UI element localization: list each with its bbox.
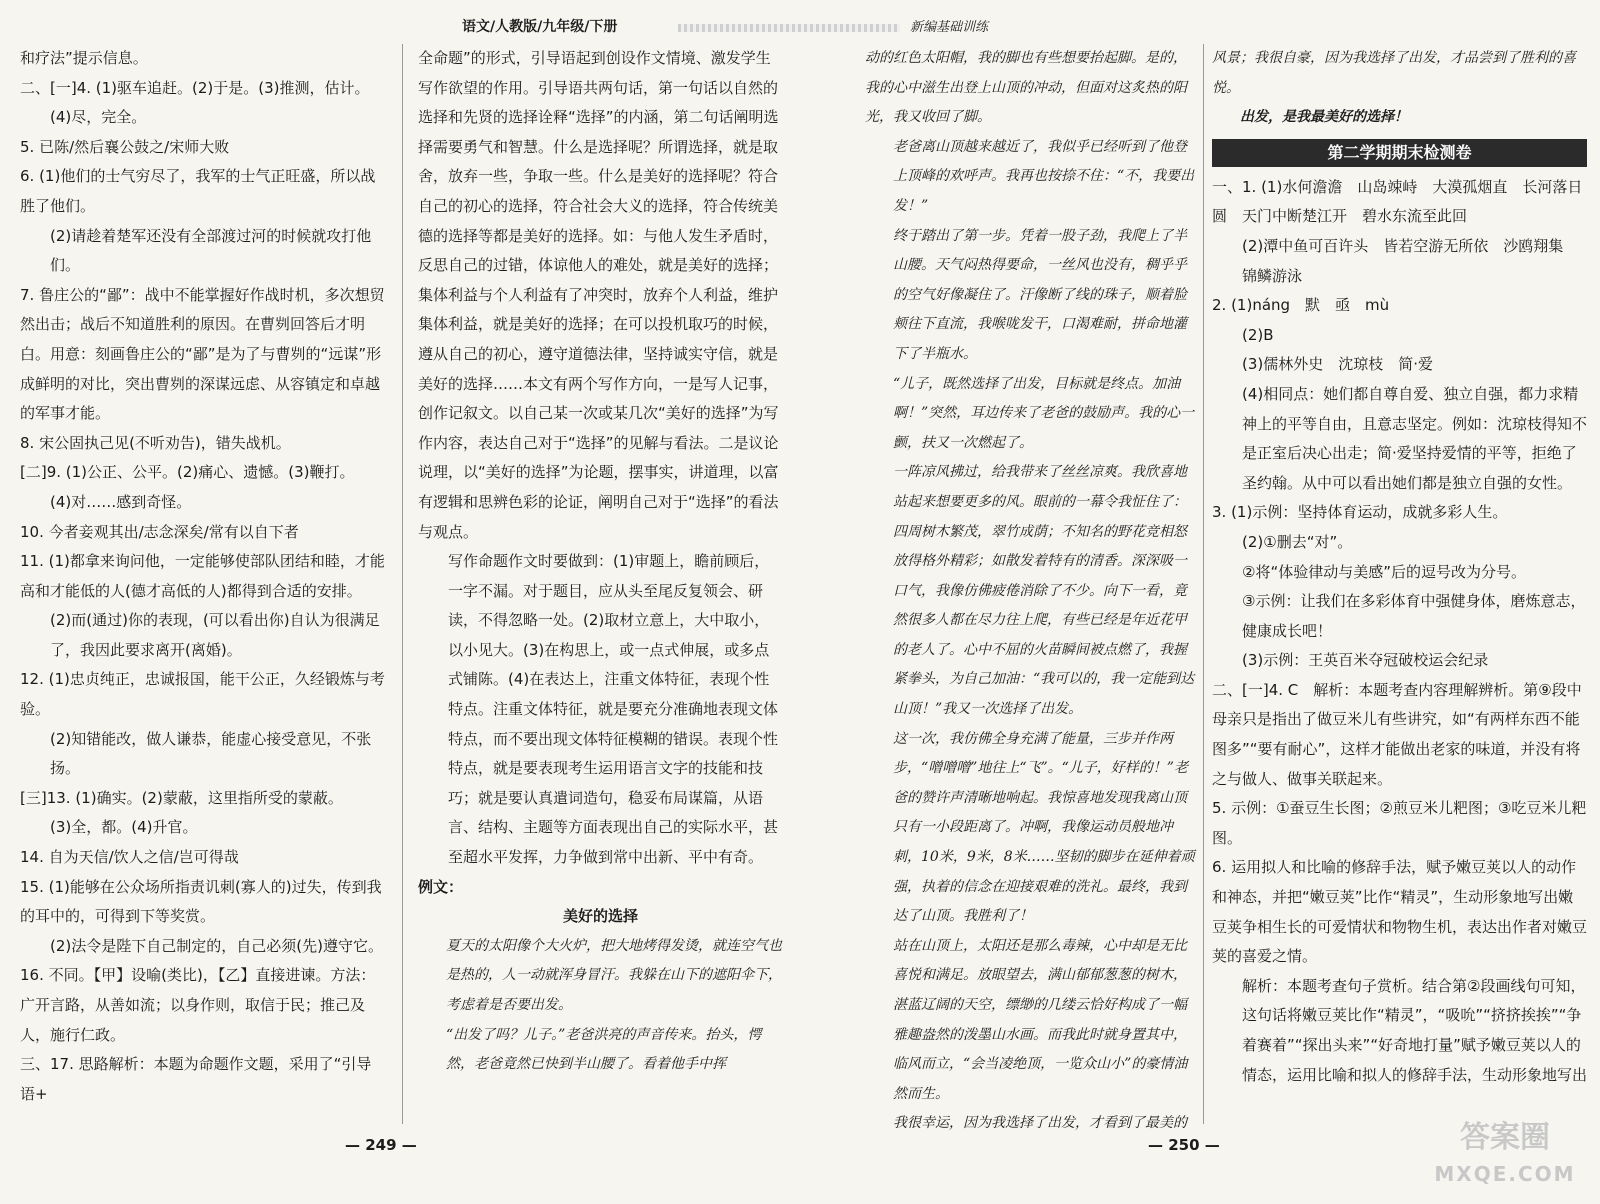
essay-paragraph: 风景；我很自豪，因为我选择了出发，才品尝到了胜利的喜悦。 bbox=[1212, 50, 1576, 96]
page-header bbox=[0, 14, 1600, 40]
essay-paragraph: 站在山顶上，太阳还是那么毒辣，心中却是无比喜悦和满足。放眼望去，满山郁郁葱葱的树木，湛蓝辽阔的天空，缥缈的几缕云恰好构成了一幅雅趣盎然的泼墨山水画。而我此时就身置其中，临风而立，“会当凌绝顶，一览众山小”的豪情油然而生。 bbox=[893, 937, 1188, 1102]
header-subject: 语文/人教版/九年级/下册 bbox=[462, 19, 618, 35]
essay-paragraph: “儿子，既然选择了出发，目标就是终点。加油啊！”突然，耳边传来了老爸的鼓励声。我的心一颤，扶又一次燃起了。 bbox=[893, 375, 1195, 451]
answer-line: 三、17. 思路解析：本题为命题作文题，采用了“引导语+ bbox=[20, 1055, 372, 1103]
essay-title: 美好的选择 bbox=[562, 907, 638, 926]
answer-line: 5. 示例：①蚕豆生长图；②煎豆米儿粑图；③吃豆米儿粑图。 bbox=[1212, 799, 1587, 847]
answer-line: 2. (1)náng 默 亟 mù bbox=[1212, 296, 1390, 315]
header-decor-band bbox=[678, 24, 900, 32]
essay-paragraph: 动的红色太阳帽，我的脚也有些想要抬起脚。是的，我的心中滋生出登上山顶的冲动，但面对这炙热的阳光，我又收回了脚。 bbox=[865, 50, 1187, 126]
essay-paragraph: 夏天的太阳像个大火炉，把大地烤得发烫，就连空气也是热的，人一动就浑身冒汗。我躲在山下的遮阳伞下，考虑着是否要出发。 bbox=[446, 937, 782, 1013]
answer-line: (2)①删去“对”。 bbox=[1242, 532, 1353, 551]
answer-line: 8. 宋公固执己见(不听劝告)，错失战机。 bbox=[20, 433, 291, 452]
answer-line: 3. (1)示例：坚持体育运动，成就多彩人生。 bbox=[1212, 503, 1508, 522]
watermark-url: MXQE.COM bbox=[1434, 1162, 1576, 1186]
answer-line: 14. 自为天信/饮人之信/岂可得哉 bbox=[20, 848, 239, 867]
answer-line: (4)对……感到奇怪。 bbox=[50, 492, 192, 511]
answer-line: [二]9. (1)公正、公平。(2)痛心、遗憾。(3)鞭打。 bbox=[20, 463, 355, 482]
answer-line: 5. 已陈/然后襄公鼓之/宋师大败 bbox=[20, 137, 230, 156]
answer-line: (2)潭中鱼可百许头 皆若空游无所依 沙鸥翔集 锦鳞游泳 bbox=[1242, 236, 1579, 285]
page-number-right: — 250 — bbox=[1148, 1136, 1220, 1154]
header-series: 新编基础训练 bbox=[910, 20, 989, 35]
essay-paragraph: 老爸离山顶越来越近了，我似乎已经听到了他登上顶峰的欢呼声。我再也按捺不住：“不，我要出发！” bbox=[893, 138, 1195, 214]
answer-line: 6. 运用拟人和比喻的修辞手法，赋予嫩豆荚以人的动作和神态，并把“嫩豆荚”比作“精灵”，生动形象地写出嫩豆荚争相生长的可爱情状和物物生机，表达出作者对嫩豆荚的喜爱之情。 bbox=[1212, 858, 1588, 966]
answer-line: [三]13. (1)确实。(2)蒙蔽，这里指所受的蒙蔽。 bbox=[20, 788, 343, 807]
answer-line: 一、1. (1)水何澹澹 山岛竦峙 大漠孤烟直 长河落日圆 天门中断楚江开 碧水东流至此回 bbox=[1212, 177, 1583, 226]
answer-line: 二、[一]4. (1)驱车追赶。(2)于是。(3)推测，估计。 bbox=[20, 78, 370, 97]
essay-paragraph: 一阵凉风拂过，给我带来了丝丝凉爽。我欣喜地站起来想要更多的风。眼前的一幕令我怔住了：四周树木繁茂，翠竹成荫；不知名的野花竞相怒放得格外精彩；如散发着特有的清香。深深吸一口气，我像仿佛疲倦消除了不少。向下一看，竟然很多人都在尽力往上爬，有些已经是年近花甲的老人了。心中不屈的火苗瞬间被点燃了，我握紧拳头，为自己加油：“我可以的，我一定能到达山顶！”我又一次选择了出发。 bbox=[893, 464, 1195, 718]
answer-line: ③示例：让我们在多彩体育中强健身体，磨炼意志，健康成长吧！ bbox=[1242, 592, 1586, 640]
example-label: 例文： bbox=[418, 877, 464, 896]
answer-line: 15. (1)能够在公众场所指责讥刺(寡人的)过失，传到我的耳中的，可得到下等奖赏。 bbox=[20, 877, 382, 926]
answer-line: (2)法令是陛下自己制定的，自己必须(先)遵守它。 bbox=[50, 936, 383, 955]
analysis-paragraph: 写作命题作文时要做到：(1)审题上，瞻前顾后，一字不漏。对于题目，应从头至尾反复领会、研读，不得忽略一处。(2)取材立意上，大中取小，以小见大。(3)在构思上，或一点式伸展，或多点式铺陈。(4)在表达上，注重文体特征，表现个性特点。注重文体特征，就是要充分准确地表现文体特点，而不要出现文体特征模糊的错误。表现个性特点，就是要表现考生运用语言文字的技能和技巧；就是要认真遣词造句，稳妥布局谋篇，从语言、结构、主题等方面表现出自己的实际水平，甚至超水平发挥，力争做到常中出新、平中有奇。 bbox=[448, 552, 779, 867]
answer-line: 6. (1)他们的士气穷尽了，我军的士气正旺盛，所以战胜了他们。 bbox=[20, 167, 376, 215]
essay-paragraph: “出发了吗？儿子。”老爸洪亮的声音传来。抬头，愕然，老爸竟然已快到半山腰了。看着他手中挥 bbox=[446, 1026, 762, 1073]
answer-line: (2)而(通过)你的表现，(可以看出你)自认为很满足了，我因此要求离开(离婚)。 bbox=[50, 611, 380, 659]
answer-line: (3)全，都。(4)升官。 bbox=[50, 818, 198, 837]
answer-line: (3)儒林外史 沈琼枝 简·爱 bbox=[1242, 355, 1434, 374]
answer-column-1 bbox=[20, 44, 385, 1109]
essay-paragraph: 这一次，我仿佛全身充满了能量，三步并作两步，“噌噌噌”地往上“飞”。“儿子，好样的！”老爸的赞许声清晰地响起。我惊喜地发现我离山顶只有一小段距离了。冲啊，我像运动员般地冲刺，10米，9米，8米……坚韧的脚步在延伸着顽强，执着的信念在迎接艰难的洗礼。最终，我到达了山顶。我胜利了！ bbox=[893, 730, 1195, 925]
answer-line: (2)请趁着楚军还没有全部渡过河的时候就攻打他们。 bbox=[50, 226, 372, 275]
column-divider bbox=[402, 44, 403, 1124]
watermark-logo bbox=[1420, 1120, 1590, 1190]
answer-line: 和疗法”提示信息。 bbox=[20, 49, 148, 67]
answer-column-4 bbox=[1212, 44, 1587, 1090]
watermark-text: 答案圈 bbox=[1460, 1120, 1550, 1155]
answer-line: 11. (1)都拿来询问他，一定能够使部队团结和睦，才能高和才能低的人(德才高低的人)都得到合适的安排。 bbox=[20, 552, 385, 600]
page-number-left: — 249 — bbox=[345, 1136, 417, 1154]
answer-line: (2)知错能改，做人谦恭，能虚心接受意见，不张扬。 bbox=[50, 729, 372, 778]
essay-closing: 出发，是我最美好的选择！ bbox=[1240, 109, 1408, 126]
answer-line: (2)B bbox=[1242, 325, 1274, 344]
answer-line: (4)相同点：她们都自尊自爱、独立自强，都力求精神上的平等自由，且意志坚定。例如：沈琼枝得知不是正室后决心出走；简·爱坚持爱情的平等，拒绝了圣约翰。从中可以看出她们都是独立自强的女性。 bbox=[1242, 384, 1588, 492]
answer-column-2 bbox=[418, 44, 783, 1080]
analysis-paragraph: 全命题”的形式，引导语起到创设作文情境、激发学生写作欲望的作用。引导语共两句话，第一句话以自然的选择和先贤的选择诠释“选择”的内涵，第二句话阐明选择需要勇气和智慧。什么是选择呢？所谓选择，就是取舍，放弃一些，争取一些。什么是美好的选择呢？符合自己的初心的选择，符合社会大义的选择，符合传统美德的选择等都是美好的选择。如：与他人发生矛盾时，反思自己的过错，体谅他人的难处，就是美好的选择；集体利益与个人利益有了冲突时，放弃个人利益，维护集体利益，就是美好的选择；在可以投机取巧的时候，遵从自己的初心，遵守道德法律，坚持诚实守信，就是美好的选择……本文有两个写作方向，一是写人记事，创作记叙文。以自己某一次或某几次“美好的选择”为写作内容，表达自己对于“选择”的见解与看法。二是议论说理，以“美好的选择”为论题，摆事实，讲道理，以富有逻辑和思辨色彩的论证，阐明自己对于“选择”的看法与观点。 bbox=[418, 49, 779, 541]
answer-line: (3)示例：王英百米夺冠破校运会纪录 bbox=[1242, 651, 1489, 670]
essay-paragraph: 终于踏出了第一步。凭着一股子劲，我爬上了半山腰。天气闷热得要命，一丝风也没有，稠乎乎的空气好像凝住了。汗像断了线的珠子，顺着脸颊往下直流，我喉咙发干，口渴难耐，拼命地灌下了半瓶水。 bbox=[893, 227, 1187, 362]
section-title: 第二学期期末检测卷 bbox=[1212, 139, 1587, 167]
answer-line: 16. 不同。【甲】设喻(类比)，【乙】直接进谏。方法：广开言路，从善如流；以身作则，取信于民；推己及人，施行仁政。 bbox=[20, 966, 376, 1044]
essay-paragraph: 我很幸运，因为我选择了出发，才看到了最美的 bbox=[893, 1115, 1187, 1132]
answer-line: 7. 鲁庄公的“鄙”：战中不能掌握好作战时机，多次想贸然出击；战后不知道胜利的原因。在曹刿回答后才明白。用意：刻画鲁庄公的“鄙”是为了与曹刿的“远谋”形成鲜明的对比，突出曹刿的深谋远虑、从容镇定和卓越的军事才能。 bbox=[20, 285, 385, 423]
answer-line: ②将“体验律动与美感”后的逗号改为分号。 bbox=[1242, 562, 1526, 581]
essay-column bbox=[865, 44, 1200, 1139]
answer-line: 12. (1)忠贞纯正，忠诚报国，能干公正，久经锻炼与考验。 bbox=[20, 670, 385, 719]
answer-line: 解析：本题考查句子赏析。结合第②段画线句可知，这句话将嫩豆荚比作“精灵”，“吸吮”“挤挤挨挨”“争着赛着”“探出头来”“好奇地打量”赋予嫩豆荚以人的情态，运用比喻和拟人的修辞手法，生动形象地写出 bbox=[1242, 976, 1588, 1084]
column-divider bbox=[1203, 44, 1204, 1124]
answer-line: 10. 今者妾观其出/志念深矣/常有以自下者 bbox=[20, 522, 299, 541]
answer-line: 二、[一]4. C 解析：本题考查内容理解辨析。第⑨段中母亲只是指出了做豆米儿有些讲究，如“有两样东西不能图多”“要有耐心”，这样才能做出老家的味道，并没有将之与做人、做事关联起来。 bbox=[1212, 680, 1582, 788]
answer-line: (4)尽，完全。 bbox=[50, 108, 147, 127]
